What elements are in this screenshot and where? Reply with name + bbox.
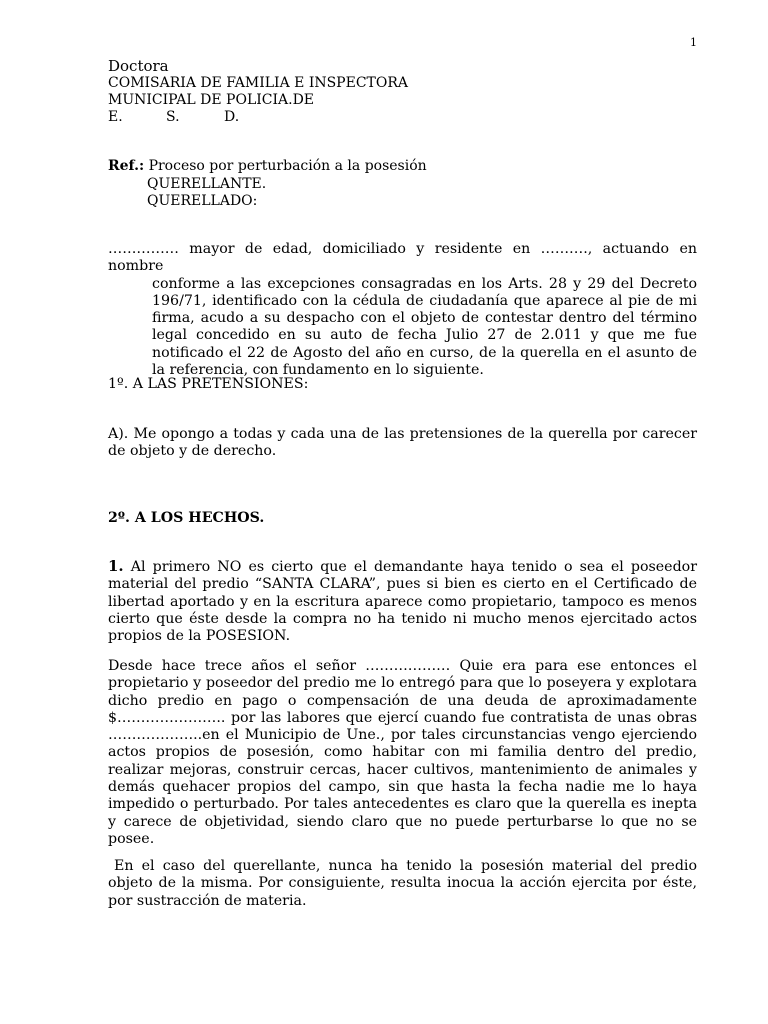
fact-1-number: 1. bbox=[108, 557, 124, 575]
esd-s: S. bbox=[166, 109, 180, 125]
reference-label: Ref.: bbox=[108, 158, 145, 174]
intro-paragraph bbox=[108, 241, 697, 379]
pretension-item-a: A). Me opongo a todas y cada una de las pretensiones de la querella por carecer de objeto y de derecho. bbox=[108, 426, 697, 460]
reference-subject: Proceso por perturbación a la posesión bbox=[148, 158, 427, 174]
salutation: Doctora bbox=[108, 57, 169, 75]
intro-rest: conforme a las excepciones consagradas en los Arts. 28 y 29 del Decreto 196/71, identificado con la cédula de ciudadanía que aparece al pie de mi firma, acudo a su despacho con el objeto de contestar dentro del término legal concedido en su auto de fecha Julio 27 de 2.011 y que me fue notificado el 22 de Agosto del año en curso, de la querella en el asunto de la referencia, con fundamento en lo siguiente. bbox=[152, 275, 697, 379]
esd-d: D. bbox=[224, 109, 240, 125]
possession-paragraph: Desde hace trece años el señor ……………… Quie era para ese entonces el propietario y poseedor del predio me lo entregó para que lo poseyera y explotara dicho predio en pago o compensación de una deuda de aproximadamente $………………….. por las labores que ejercí cuando fue contratista de unas obras ………………..en el Municipio de Une., por tales circunstancias vengo ejerciendo actos propios de posesión, como habitar con mi familia dentro del predio, realizar mejoras, construir cercas, hacer cultivos, mantenimiento de animales y demás quehacer propios del campo, sin que hasta la fecha nadie me lo haya impedido o perturbado. Por tales antecedentes es claro que la querella es inepta y carece de objetividad, siendo claro que no puede perturbarse lo que no se posee. bbox=[108, 658, 697, 847]
section-2-heading: 2º. A LOS HECHOS. bbox=[108, 510, 265, 526]
fact-1-text: Al primero NO es cierto que el demandante haya tenido o sea el poseedor material del predio “SANTA CLARA”, pues si bien es cierto en el Certificado de libertad aportado y en la escritura aparece como propietario, tampoco es menos cierto que éste desde la compra no ha tenido ni mucho menos ejercitado actos propios de la POSESION. bbox=[108, 559, 697, 645]
section-1-heading: 1º. A LAS PRETENSIONES: bbox=[108, 376, 309, 392]
esd-line bbox=[108, 109, 408, 126]
fact-1-paragraph bbox=[108, 558, 697, 645]
querellante-paragraph: En el caso del querellante, nunca ha tenido la posesión material del predio objeto de la misma. Por consiguiente, resulta inocua la acción ejercita por éste, por sustracción de materia. bbox=[108, 858, 697, 909]
addressee-line-1: COMISARIA DE FAMILIA E INSPECTORA bbox=[108, 75, 409, 91]
esd-e: E. bbox=[108, 109, 123, 125]
intro-line-1: …………… mayor de edad, domiciliado y residente en ………., actuando en nombre bbox=[108, 241, 697, 275]
addressee-block bbox=[108, 58, 408, 126]
querellado-line: QUERELLADO: bbox=[147, 193, 258, 209]
querellante-line: QUERELLANTE. bbox=[147, 175, 267, 192]
addressee-line-2: MUNICIPAL DE POLICIA.DE bbox=[108, 92, 315, 108]
page-number: 1 bbox=[690, 36, 697, 49]
reference-block bbox=[108, 158, 427, 211]
reference-line bbox=[108, 158, 427, 176]
